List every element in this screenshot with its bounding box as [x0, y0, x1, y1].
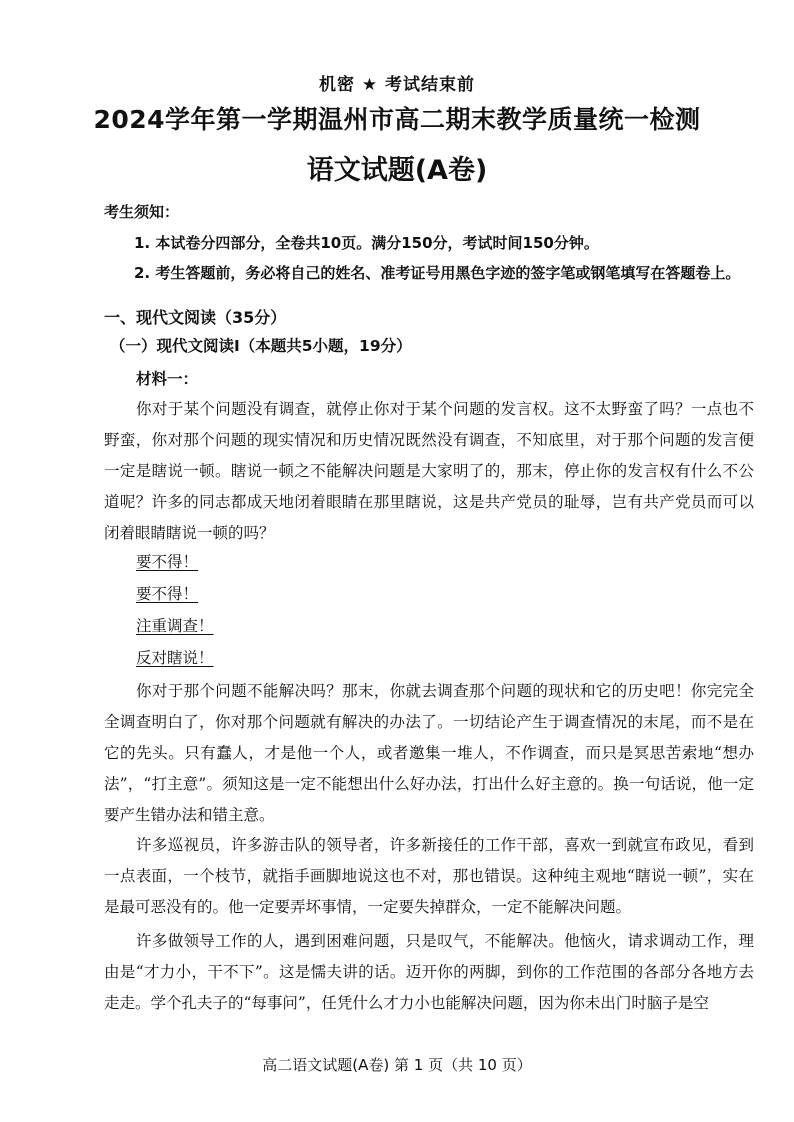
notice-item: 1. 本试卷分四部分，全卷共10页。满分150分，考试时间150分钟。 — [134, 234, 599, 252]
subsection-heading: （一）现代文阅读Ⅰ（本题共5小题，19分） — [110, 337, 412, 355]
paragraph: 你对于那个问题不能解决吗？那末，你就去调查那个问题的现状和它的历史吧！你完完全全调查明白了，你对那个问题就有解决的办法了。一切结论产生于调查情况的末尾，而不是在它的先头。只有蠢人，才是他一个人，或者邀集一堆人，不作调查，而只是冥思苦索地“想办法”，“打主意”。须知这是一定不能想出什么好办法，打出什么好主意的。换一句话说，他一定要产生错办法和错主意。 — [104, 682, 754, 824]
notice-item: 2. 考生答题前，务必将自己的姓名、准考证号用黑色字迹的签字笔或钢笔填写在答题卷上。 — [134, 264, 741, 282]
slogan: 反对瞎说！ — [136, 649, 214, 667]
paragraph: 许多做领导工作的人，遇到困难问题，只是叹气，不能解决。他恼火，请求调动工作，理由是“才力小，干不下”。这是懦夫讲的话。迈开你的两脚，到你的工作范围的各部分各地方去走走。学个孔夫子的“每事问”，任凭什么才力小也能解决问题，因为你未出门时脑子是空 — [104, 932, 754, 1012]
slogan: 要不得！ — [136, 585, 199, 603]
confidential-label: 机密 ★ 考试结束前 — [318, 75, 476, 95]
page-footer: 高二语文试题(A卷) 第 1 页（共 10 页） — [262, 1056, 532, 1074]
slogan: 注重调查！ — [136, 617, 214, 635]
slogan: 要不得！ — [136, 553, 199, 571]
material-label: 材料一： — [136, 370, 199, 388]
paragraph: 许多巡视员，许多游击队的领导者，许多新接任的工作干部，喜欢一到就宣布政见，看到一点表面，一个枝节，就指手画脚地说这也不对，那也错误。这种纯主观地“瞎说一顿”，实在是最可恶没有的。他一定要弄坏事情，一定要失掉群众，一定不能解决问题。 — [104, 836, 754, 916]
section-heading: 一、现代文阅读（35分） — [104, 308, 287, 327]
exam-title: 2024学年第一学期温州市高二期末教学质量统一检测 — [93, 105, 701, 134]
paragraph: 你对于某个问题没有调查，就停止你对于某个问题的发言权。这不太野蛮了吗？一点也不野蛮，你对那个问题的现实情况和历史情况既然没有调查，不知底里，对于那个问题的发言便一定是瞎说一顿。瞎说一顿之不能解决问题是大家明了的，那末，停止你的发言权有什么不公道呢？许多的同志都成天地闭着眼睛在那里瞎说，这是共产党员的耻辱，岂有共产党员而可以闭着眼睛瞎说一顿的吗？ — [104, 400, 754, 542]
exam-subtitle: 语文试题(A卷) — [306, 155, 488, 186]
notice-heading: 考生须知： — [104, 203, 180, 221]
